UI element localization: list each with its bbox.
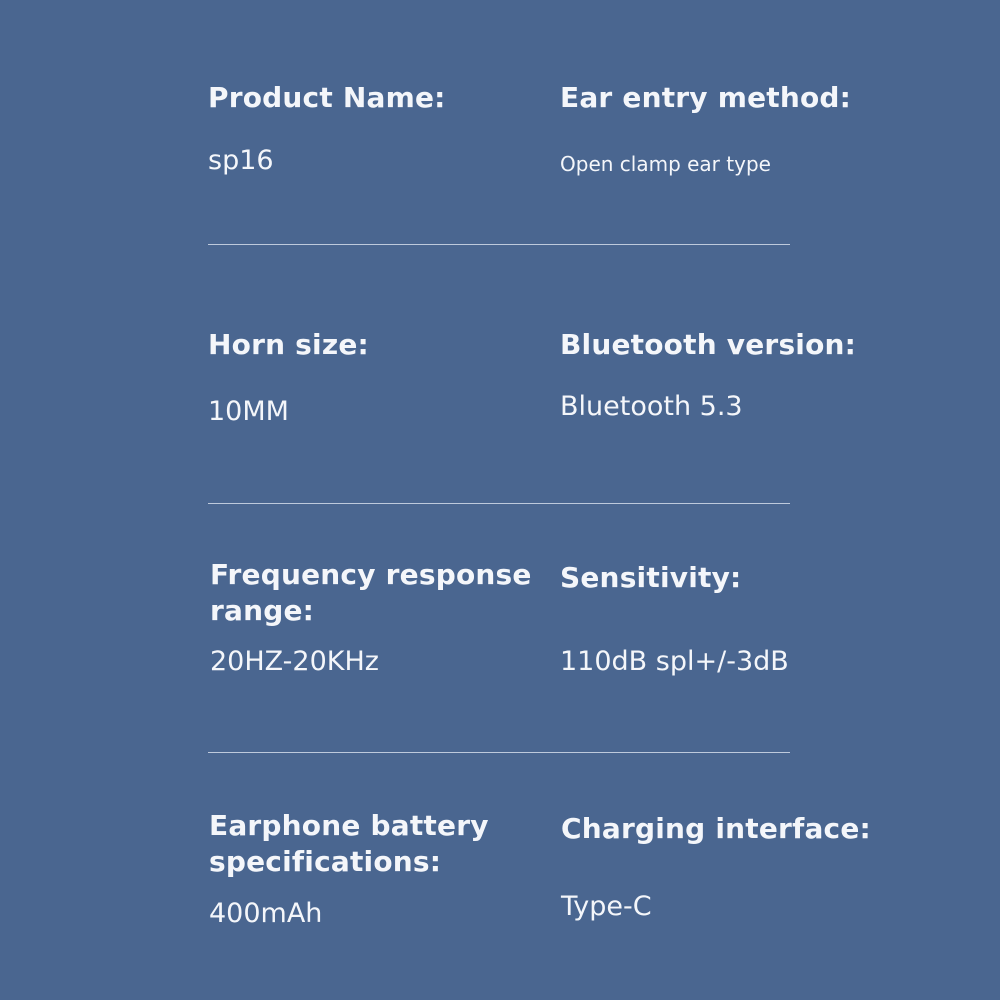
product-name-label: Product Name: — [208, 81, 446, 114]
bluetooth-version-label: Bluetooth version: — [560, 328, 857, 361]
divider-3 — [208, 752, 790, 753]
battery-value: 400mAh — [209, 898, 323, 929]
battery-label-line2: specifications: — [209, 845, 442, 878]
sensitivity-value: 110dB spl+/-3dB — [560, 646, 789, 677]
frequency-response-value: 20HZ-20KHz — [210, 646, 379, 677]
ear-entry-value: Open clamp ear type — [560, 152, 771, 176]
horn-size-value: 10MM — [208, 396, 289, 427]
battery-label-line1: Earphone battery — [209, 809, 489, 842]
charging-interface-label: Charging interface: — [561, 812, 871, 845]
divider-1 — [208, 244, 790, 245]
horn-size-label: Horn size: — [208, 328, 369, 361]
ear-entry-label: Ear entry method: — [560, 81, 852, 114]
sensitivity-label: Sensitivity: — [560, 561, 742, 594]
frequency-response-label-line1: Frequency response — [210, 558, 532, 591]
frequency-response-label-line2: range: — [210, 594, 315, 627]
product-name-value: sp16 — [208, 145, 274, 176]
divider-2 — [208, 503, 790, 504]
bluetooth-version-value: Bluetooth 5.3 — [560, 391, 743, 422]
charging-interface-value: Type-C — [561, 891, 652, 922]
